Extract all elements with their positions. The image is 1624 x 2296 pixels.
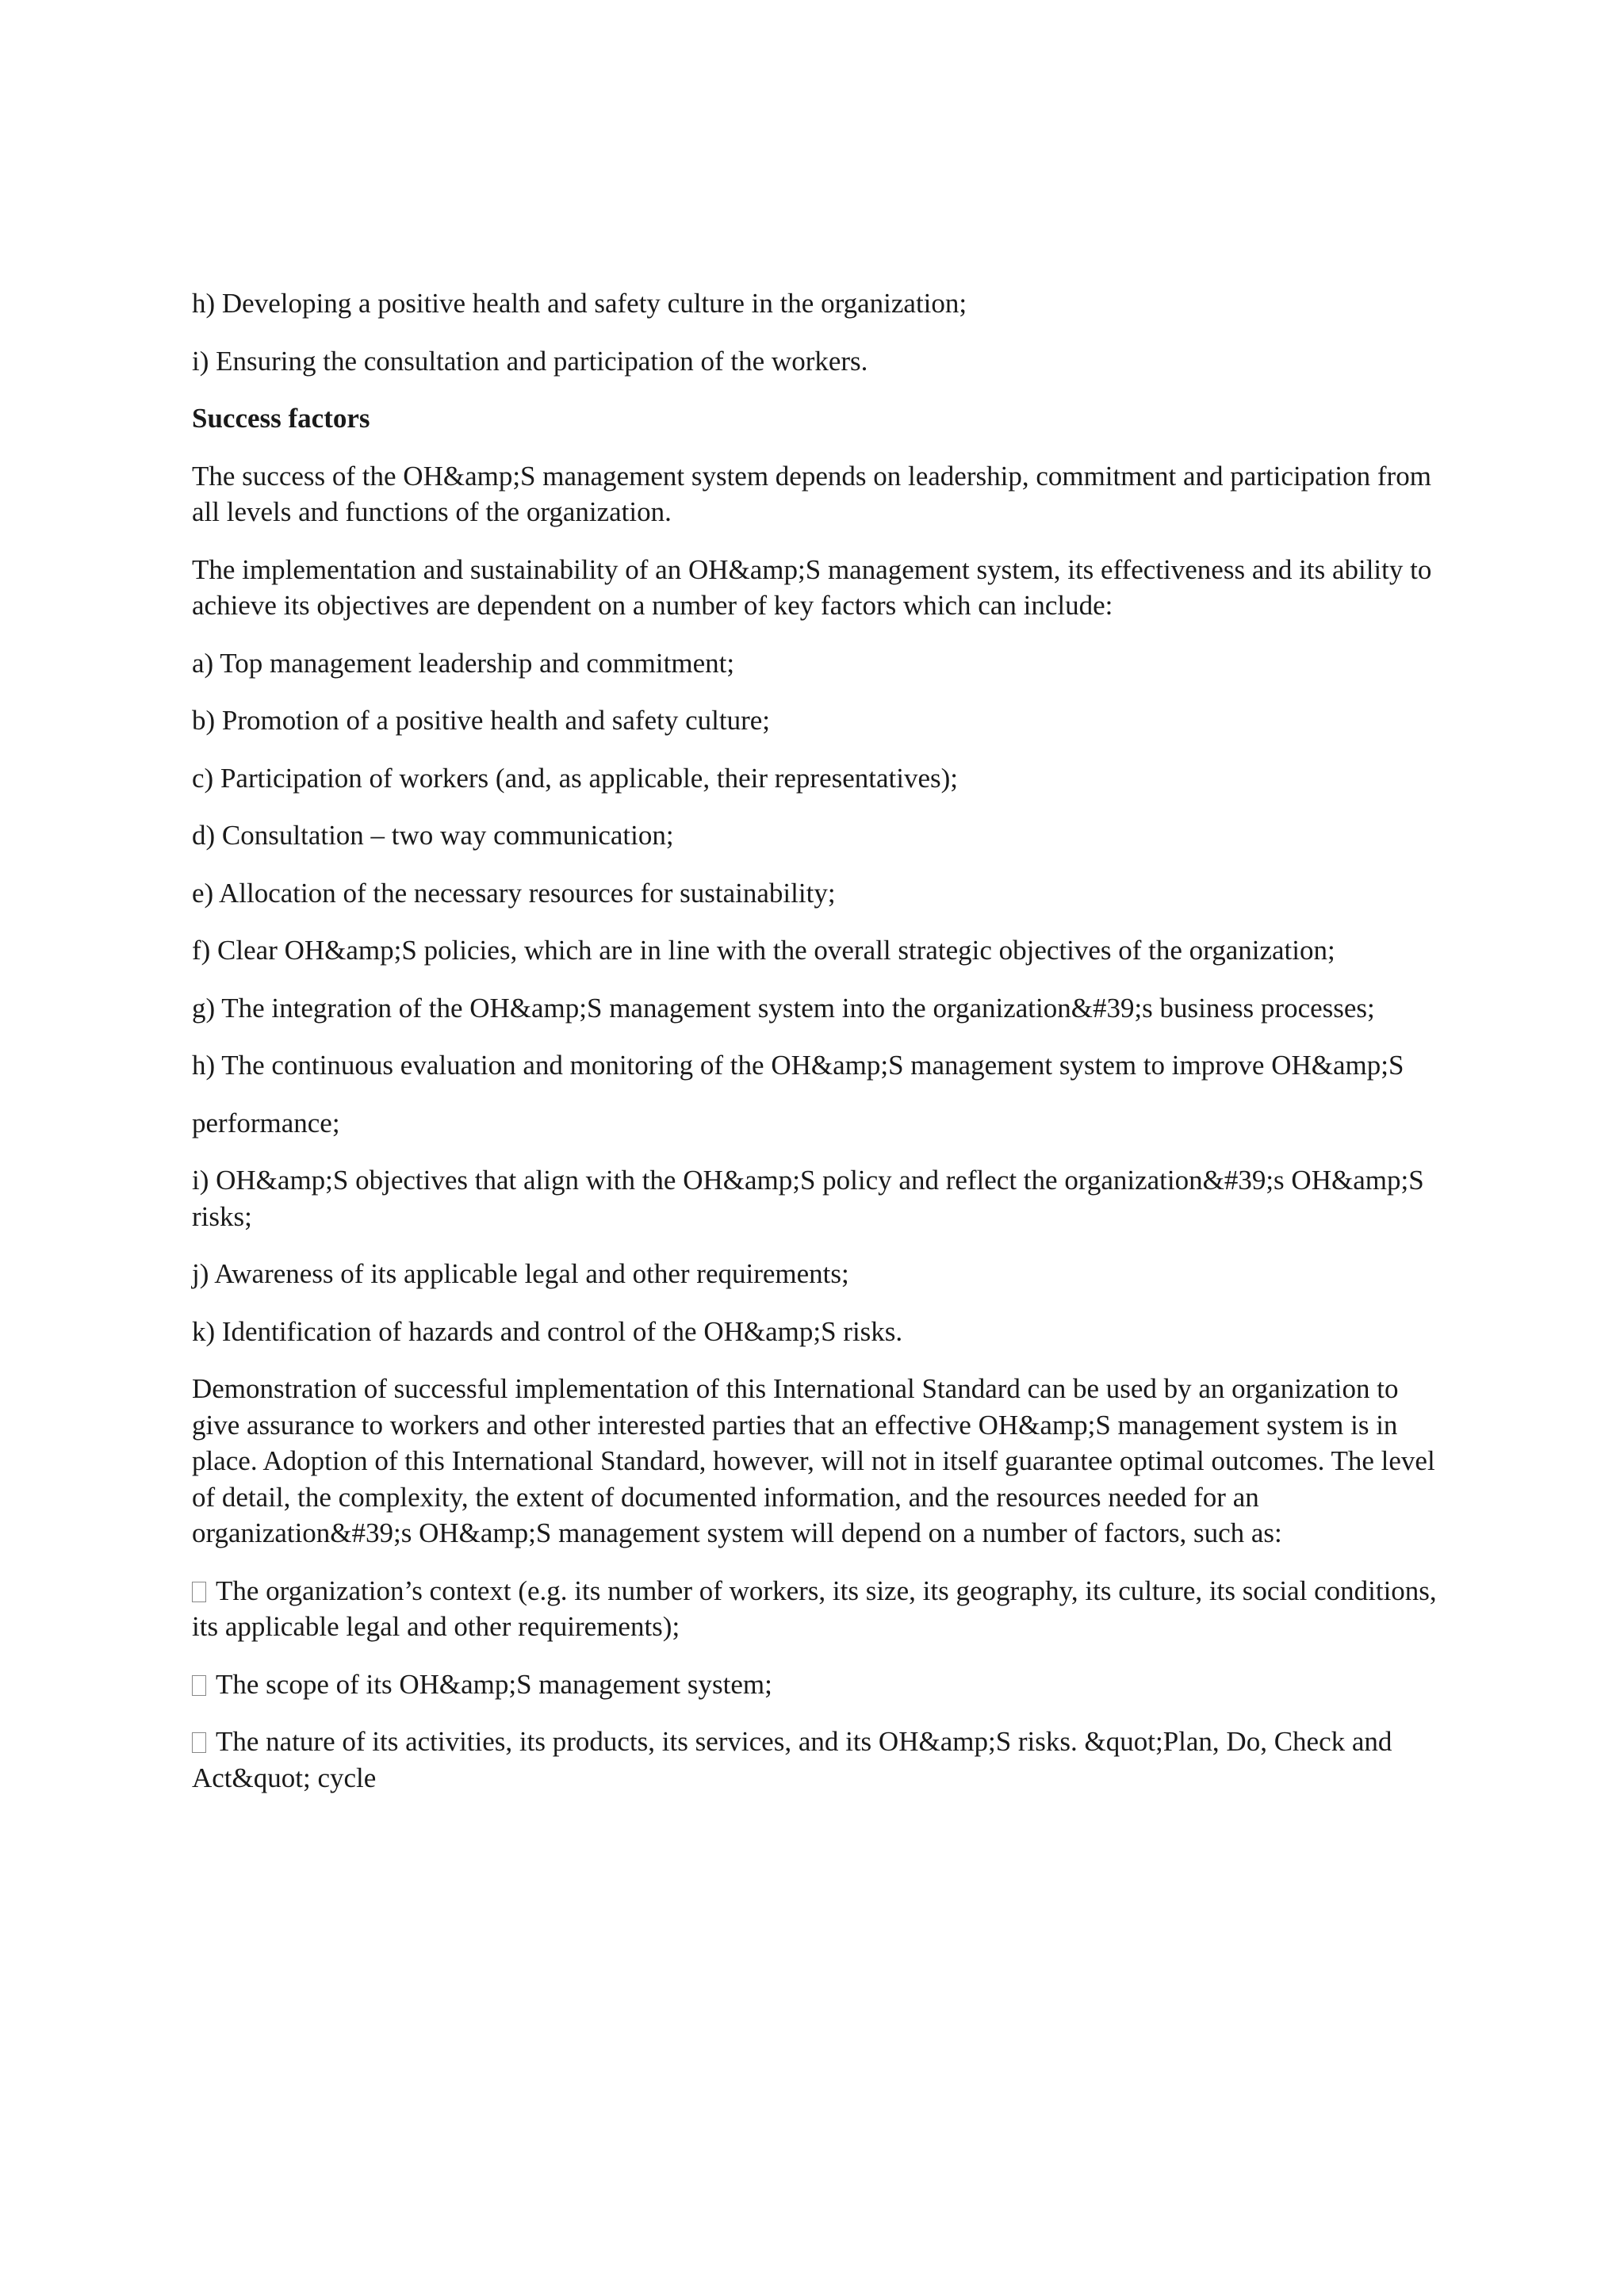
list-item-j: j) Awareness of its applicable legal and other requirements;: [192, 1258, 849, 1289]
list-item-k: k) Identification of hazards and control of the OH&amp;S risks.: [192, 1315, 903, 1347]
document-page: [192, 285, 1449, 1817]
paragraph-success-intro: The success of the OH&amp;S management system depends on leadership, commitment and participation from all levels and functions of the organization.: [192, 460, 1431, 527]
missing-glyph-box-icon: [192, 1582, 206, 1602]
section-heading-success-factors: Success factors: [192, 403, 370, 434]
list-item-g: g) The integration of the OH&amp;S management system into the organization&#39;s business processes;: [192, 992, 1375, 1024]
bullet-item-context: [192, 1573, 1449, 1645]
paragraph-demonstration: Demonstration of successful implementation of this International Standard can be used by an organization to give assurance to workers and other interested parties that an effective OH&amp;S management system is in place. Adoption of this International Standard, however, will not in itself guarantee optimal outcomes. The level of detail, the complexity, the extent of documented information, and the resources needed for an organization&#39;s OH&amp;S management system will depend on a number of factors, such as:: [192, 1373, 1435, 1548]
list-item-h: h) The continuous evaluation and monitoring of the OH&amp;S management system to improve OH&amp;S: [192, 1050, 1404, 1081]
paragraph-key-factors-intro: The implementation and sustainability of an OH&amp;S management system, its effectiveness and its ability to achieve its objectives are dependent on a number of key factors which can include:: [192, 553, 1432, 621]
list-item-e: e) Allocation of the necessary resources for sustainability;: [192, 877, 836, 909]
list-item-d: d) Consultation – two way communication;: [192, 820, 674, 851]
list-item-f: f) Clear OH&amp;S policies, which are in line with the overall strategic objectives of the organization;: [192, 935, 1335, 966]
list-item-i: i) OH&amp;S objectives that align with the OH&amp;S policy and reflect the organization&#39;s OH&amp;S risks;: [192, 1165, 1424, 1232]
bullet-item-nature: [192, 1724, 1449, 1796]
list-item-c: c) Participation of workers (and, as applicable, their representatives);: [192, 762, 959, 794]
list-item-a: a) Top management leadership and commitment;: [192, 647, 735, 679]
paragraph-h-culture: h) Developing a positive health and safety culture in the organization;: [192, 288, 967, 319]
bullet-text-scope: The scope of its OH&amp;S management system;: [216, 1668, 772, 1700]
missing-glyph-box-icon: [192, 1732, 206, 1753]
bullet-text-nature: The nature of its activities, its products, its services, and its OH&amp;S risks. &quot;Plan, Do, Check and Act&quot; cycle: [192, 1726, 1392, 1793]
paragraph-i-consultation: i) Ensuring the consultation and participation of the workers.: [192, 345, 868, 377]
list-item-h-continued: performance;: [192, 1107, 340, 1138]
bullet-text-context: The organization’s context (e.g. its number of workers, its size, its geography, its culture, its social conditions, its applicable legal and other requirements);: [192, 1575, 1437, 1642]
list-item-b: b) Promotion of a positive health and safety culture;: [192, 705, 770, 736]
missing-glyph-box-icon: [192, 1675, 206, 1696]
bullet-item-scope: [192, 1667, 1449, 1703]
